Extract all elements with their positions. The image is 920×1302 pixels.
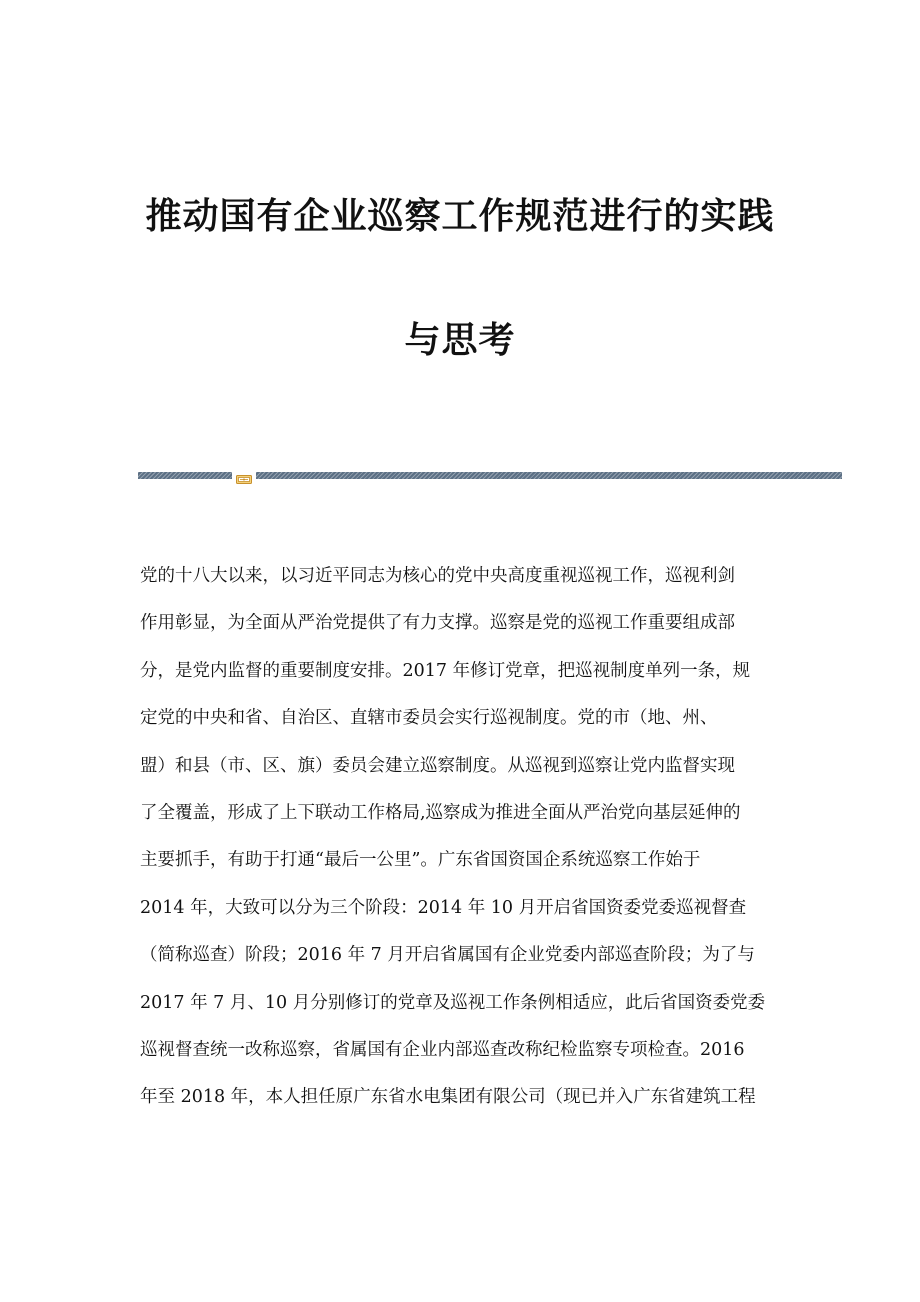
ornament-icon — [236, 470, 252, 481]
document-title-line-2: 与思考 — [404, 319, 516, 361]
body-line: 党的十八大以来，以习近平同志为核心的党中央高度重视巡视工作，巡视利剑 — [140, 566, 735, 586]
body-line: 2014 年，大致可以分为三个阶段：2014 年 10 月开启省国资委党委巡视督查 — [140, 897, 747, 918]
body-line: 分，是党内监督的重要制度安排。2017 年修订党章，把巡视制度单列一条，规 — [140, 660, 751, 681]
body-line: 巡视督查统一改称巡察，省属国有企业内部巡查改称纪检监察专项检查。2016 — [140, 1039, 745, 1060]
divider-bar-left — [138, 472, 232, 479]
body-line: 2017 年 7 月、10 月分别修订的党章及巡视工作条例相适应，此后省国资委党委 — [140, 992, 766, 1013]
body-line: 了全覆盖，形成了上下联动工作格局,巡察成为推进全面从严治党向基层延伸的 — [140, 802, 741, 823]
body-line: 定党的中央和省、自治区、直辖市委员会实行巡视制度。党的市（地、州、 — [140, 708, 718, 729]
body-line: 盟）和县（市、区、旗）委员会建立巡察制度。从巡视到巡察让党内监督实现 — [140, 755, 735, 776]
divider-bar-right — [256, 472, 842, 479]
body-line: 主要抓手，有助于打通“最后一公里”。广东省国资国企系统巡察工作始于 — [140, 850, 701, 871]
body-line: （简称巡查）阶段；2016 年 7 月开启省属国有企业党委内部巡查阶段；为了与 — [140, 945, 755, 966]
document-title-line-1: 推动国有企业巡察工作规范进行的实践 — [145, 195, 775, 237]
body-line: 年至 2018 年，本人担任原广东省水电集团有限公司（现已并入广东省建筑工程 — [140, 1087, 756, 1108]
title-divider — [138, 470, 842, 481]
body-line: 作用彰显，为全面从严治党提供了有力支撑。巡察是党的巡视工作重要组成部 — [140, 613, 735, 634]
body-paragraph — [140, 561, 782, 1130]
